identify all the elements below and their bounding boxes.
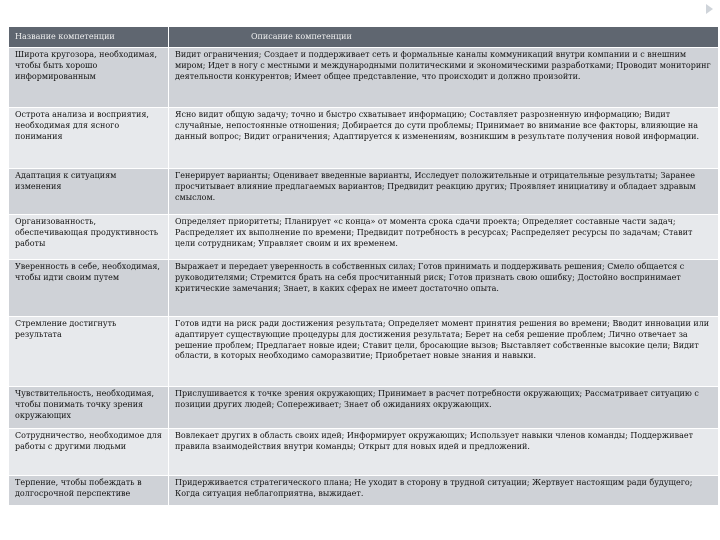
table-row [9, 48, 719, 108]
competency-description-cell: Вовлекает других в область своих идей; Информирует окружающих; Использует навыки членов команды; Поддерживает правила взаимодействия внутри команды; Открыт для новых идей и предложений. [169, 429, 719, 476]
competency-name-cell: Организованность, обеспечивающая продуктивность работы [9, 215, 169, 260]
competency-description-cell: Генерирует варианты; Оценивает введенные варианты, Исследует положительные и отрицательные результаты; Заранее просчитывает влияние предлагаемых вариантов; Предвидит реакцию других; Проявляет инициативу и обладает здравым смыслом. [169, 169, 719, 215]
competency-description-cell: Выражает и передает уверенность в собственных силах; Готов принимать и поддерживать решения; Смело общается с руководителями; Стремится брать на себя просчитанный риск; Готов признать свою ошибку; Достойно воспринимает критические замечания; Знает, в каких сферах не имеет достаточно опыта. [169, 260, 719, 317]
table-row [9, 387, 719, 429]
competency-name-cell: Стремление достигнуть результата [9, 317, 169, 387]
competency-name-cell: Широта кругозора, необходимая, чтобы быть хорошо информированным [9, 48, 169, 108]
table-row [9, 476, 719, 506]
competency-name-cell: Уверенность в себе, необходимая, чтобы идти своим путем [9, 260, 169, 317]
competency-description-cell: Придерживается стратегического плана; Не уходит в сторону в трудной ситуации; Жертвует настоящим ради будущего; Когда ситуация неблагоприятна, выжидает. [169, 476, 719, 506]
header-competency-description: Описание компетенции [169, 27, 719, 48]
competency-description-cell: Прислушивается к точке зрения окружающих; Принимает в расчет потребности окружающих; Рассматривает ситуацию с позиции других людей; Сопереживает; Знает об ожиданиях окружающих. [169, 387, 719, 429]
competency-name-cell: Терпение, чтобы побеждать в долгосрочной перспективе [9, 476, 169, 506]
triangle-marker-icon [706, 4, 713, 14]
table-row [9, 108, 719, 169]
competency-name-cell: Сотрудничество, необходимое для работы с другими людьми [9, 429, 169, 476]
competency-description-cell: Видит ограничения; Создает и поддерживает сеть и формальные каналы коммуникаций внутри компании и с внешним миром; Идет в ногу с местными и международными политическими и экономическими разработками; Проводит мониторинг деятельности конкурентов; Имеет общее представление, что происходит и должно произойти. [169, 48, 719, 108]
competency-description-cell: Определяет приоритеты; Планирует «с конца» от момента срока сдачи проекта; Определяет составные части задач; Распределяет их выполнение по времени; Предвидит потребность в ресурсах; Распределяет ресурсы по задачам; Ставит цели сотрудникам; Управляет своим и их временем. [169, 215, 719, 260]
competency-name-cell: Острота анализа и восприятия, необходимая для ясного понимания [9, 108, 169, 169]
table-row [9, 317, 719, 387]
table-row [9, 169, 719, 215]
table-row [9, 429, 719, 476]
header-competency-name: Название компетенции [9, 27, 169, 48]
competency-description-cell: Готов идти на риск ради достижения результата; Определяет момент принятия решения во времени; Вводит инновации или адаптирует существующие процедуры для достижения результата; Берет на себя решение проблем; Лично отвечает за решение проблем; Предлагает новые идеи; Ставит цели, бросающие вызов; Выставляет собственные высокие цели; Видит области, в которых необходимо саморазвитие; Приобретает новые знания и навыки. [169, 317, 719, 387]
competency-description-cell: Ясно видит общую задачу; точно и быстро схватывает информацию; Составляет разрозненную информацию; Видит случайные, непостоянные отношения; Добирается до сути проблемы; Принимает во внимание все факторы, влияющие на данный вопрос; Видит ограничения; Адаптируется к изменениям, возникшим в результате получения новой информации. [169, 108, 719, 169]
table-row [9, 215, 719, 260]
competency-name-cell: Чувствительность, необходимая, чтобы понимать точку зрения окружающих [9, 387, 169, 429]
table-row [9, 260, 719, 317]
competency-name-cell: Адаптация к ситуациям изменения [9, 169, 169, 215]
table-header-row [9, 27, 719, 48]
competency-table [8, 26, 719, 506]
